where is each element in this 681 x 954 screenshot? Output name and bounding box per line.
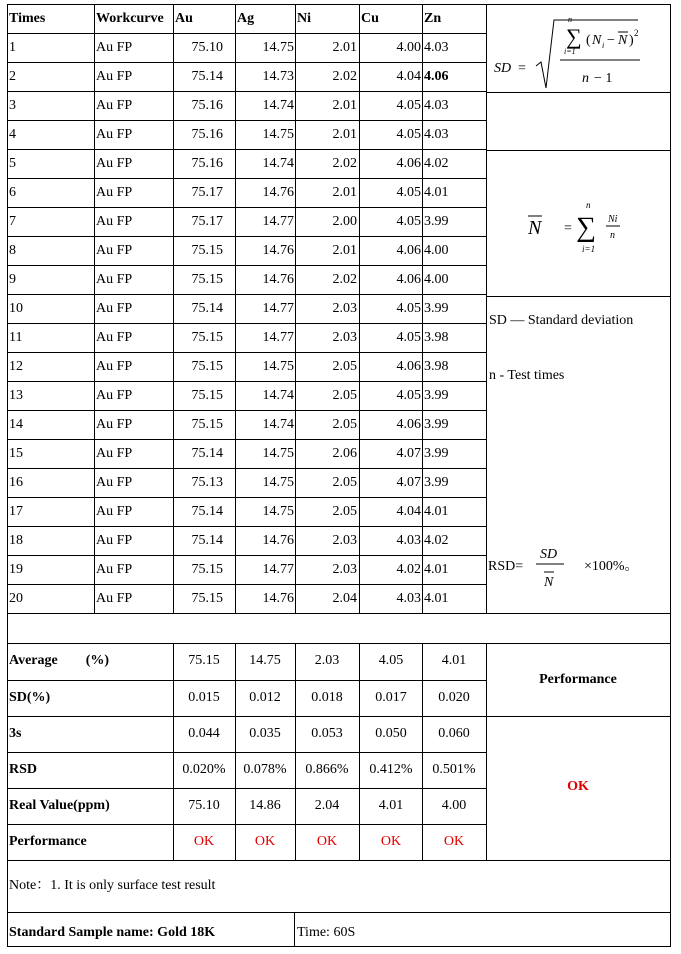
grid-line bbox=[7, 680, 487, 681]
row-zn: 4.02 bbox=[424, 533, 449, 548]
row-workcurve: Au FP bbox=[96, 562, 133, 577]
row-au: 75.14 bbox=[191, 446, 223, 461]
row-zn: 4.03 bbox=[424, 98, 449, 113]
svg-text:2: 2 bbox=[634, 28, 639, 38]
standard-sample-name: Standard Sample name: Gold 18K bbox=[9, 925, 216, 940]
row-times: 1 bbox=[9, 40, 16, 55]
row-times: 14 bbox=[9, 417, 23, 432]
row-au: 75.14 bbox=[191, 69, 223, 84]
row-workcurve: Au FP bbox=[96, 533, 133, 548]
svg-text:N: N bbox=[528, 217, 542, 239]
stat-label: 3s bbox=[9, 726, 22, 741]
row-ni: 2.03 bbox=[332, 330, 357, 345]
grid-line bbox=[486, 643, 487, 861]
grid-line bbox=[7, 178, 487, 179]
row-cu: 4.04 bbox=[396, 69, 421, 84]
row-au: 75.17 bbox=[191, 185, 223, 200]
row-ni: 2.05 bbox=[332, 504, 357, 519]
svg-text:Ni: Ni bbox=[608, 214, 618, 225]
row-ag: 14.75 bbox=[262, 504, 294, 519]
stat-value: 2.03 bbox=[314, 653, 340, 668]
svg-text:(: ( bbox=[586, 33, 591, 48]
row-cu: 4.06 bbox=[396, 417, 421, 432]
row-cu: 4.03 bbox=[396, 533, 421, 548]
svg-text:SD: SD bbox=[540, 547, 558, 562]
grid-line bbox=[173, 643, 174, 861]
row-au: 75.13 bbox=[191, 475, 223, 490]
column-header-times: Times bbox=[9, 11, 46, 26]
row-times: 13 bbox=[9, 388, 23, 403]
row-ag: 14.75 bbox=[262, 127, 294, 142]
row-ag: 14.76 bbox=[262, 185, 294, 200]
stat-value: 4.01 bbox=[441, 653, 467, 668]
stat-value: 0.060 bbox=[438, 726, 470, 741]
stat-value: 0.018 bbox=[311, 690, 343, 705]
row-workcurve: Au FP bbox=[96, 446, 133, 461]
grid-line bbox=[359, 4, 360, 614]
grid-line bbox=[7, 62, 487, 63]
row-ni: 2.02 bbox=[332, 272, 357, 287]
column-header-workcurve: Workcurve bbox=[96, 11, 164, 26]
row-times: 3 bbox=[9, 98, 16, 113]
grid-line bbox=[486, 4, 487, 614]
stat-value: 0.035 bbox=[249, 726, 281, 741]
grid-line bbox=[7, 91, 487, 92]
row-zn: 4.00 bbox=[424, 272, 449, 287]
svg-text:=: = bbox=[518, 61, 526, 76]
svg-text:): ) bbox=[629, 33, 634, 48]
row-zn: 3.98 bbox=[424, 330, 449, 345]
svg-text:−: − bbox=[607, 33, 615, 48]
stat-value: 0.053 bbox=[311, 726, 343, 741]
row-ni: 2.03 bbox=[332, 533, 357, 548]
stat-value: OK bbox=[443, 834, 465, 849]
row-au: 75.16 bbox=[191, 98, 223, 113]
row-ag: 14.74 bbox=[262, 417, 294, 432]
column-header-ag: Ag bbox=[237, 11, 255, 26]
row-ag: 14.77 bbox=[262, 301, 294, 316]
row-ag: 14.76 bbox=[262, 243, 294, 258]
grid-line bbox=[7, 643, 8, 861]
row-workcurve: Au FP bbox=[96, 98, 133, 113]
grid-line bbox=[173, 4, 174, 614]
row-workcurve: Au FP bbox=[96, 417, 133, 432]
row-zn: 4.03 bbox=[424, 127, 449, 142]
grid-line bbox=[422, 4, 423, 614]
row-times: 7 bbox=[9, 214, 16, 229]
grid-line bbox=[7, 824, 487, 825]
grid-line bbox=[235, 643, 236, 861]
svg-text:i: i bbox=[602, 41, 605, 50]
row-ni: 2.06 bbox=[332, 446, 357, 461]
grid-line bbox=[7, 4, 487, 5]
stat-value: 0.015 bbox=[188, 690, 220, 705]
grid-line bbox=[7, 236, 487, 237]
row-ni: 2.03 bbox=[332, 301, 357, 316]
row-ni: 2.00 bbox=[332, 214, 357, 229]
row-ag: 14.74 bbox=[262, 388, 294, 403]
grid-line bbox=[7, 643, 671, 644]
grid-line bbox=[7, 120, 487, 121]
row-ag: 14.75 bbox=[262, 40, 294, 55]
grid-line bbox=[295, 4, 296, 614]
row-times: 4 bbox=[9, 127, 16, 142]
stat-value: 4.00 bbox=[441, 798, 467, 813]
row-zn: 4.00 bbox=[424, 243, 449, 258]
stat-value: OK bbox=[254, 834, 276, 849]
row-cu: 4.07 bbox=[396, 475, 421, 490]
row-au: 75.17 bbox=[191, 214, 223, 229]
stat-value: 75.15 bbox=[188, 653, 220, 668]
row-zn: 4.01 bbox=[424, 504, 449, 519]
grid-line bbox=[486, 150, 671, 151]
row-cu: 4.03 bbox=[396, 591, 421, 606]
row-au: 75.14 bbox=[191, 301, 223, 316]
grid-line bbox=[7, 860, 671, 861]
row-au: 75.14 bbox=[191, 533, 223, 548]
grid-line bbox=[7, 716, 487, 717]
grid-line bbox=[7, 555, 487, 556]
row-cu: 4.06 bbox=[396, 156, 421, 171]
row-ni: 2.01 bbox=[332, 243, 357, 258]
row-cu: 4.00 bbox=[396, 40, 421, 55]
row-times: 5 bbox=[9, 156, 16, 171]
stat-value: OK bbox=[380, 834, 402, 849]
row-times: 10 bbox=[9, 301, 23, 316]
row-au: 75.15 bbox=[191, 243, 223, 258]
svg-text:i=1: i=1 bbox=[564, 47, 576, 56]
row-ag: 14.76 bbox=[262, 533, 294, 548]
row-ag: 14.75 bbox=[262, 446, 294, 461]
svg-text:SD: SD bbox=[494, 61, 512, 76]
row-ni: 2.01 bbox=[332, 127, 357, 142]
row-workcurve: Au FP bbox=[96, 69, 133, 84]
row-times: 8 bbox=[9, 243, 16, 258]
column-header-zn: Zn bbox=[424, 11, 442, 26]
stat-value: 0.017 bbox=[375, 690, 407, 705]
row-cu: 4.06 bbox=[396, 272, 421, 287]
stat-value: 14.75 bbox=[249, 653, 281, 668]
row-times: 12 bbox=[9, 359, 23, 374]
stat-value: 0.866% bbox=[305, 762, 349, 777]
stat-value: 0.501% bbox=[432, 762, 476, 777]
row-au: 75.15 bbox=[191, 562, 223, 577]
row-ag: 14.76 bbox=[262, 591, 294, 606]
row-zn: 3.99 bbox=[424, 388, 449, 403]
grid-line bbox=[7, 323, 487, 324]
stat-label: Real Value(ppm) bbox=[9, 798, 110, 813]
svg-text:n: n bbox=[586, 200, 591, 210]
row-ag: 14.74 bbox=[262, 156, 294, 171]
note-text: Note：1. It is only surface test result bbox=[9, 878, 216, 893]
performance-ok: OK bbox=[567, 779, 589, 794]
stat-value: 0.078% bbox=[243, 762, 287, 777]
column-header-au: Au bbox=[175, 11, 193, 26]
stat-value: OK bbox=[193, 834, 215, 849]
n-definition: n - Test times bbox=[489, 368, 565, 383]
row-ag: 14.75 bbox=[262, 475, 294, 490]
row-ag: 14.75 bbox=[262, 359, 294, 374]
row-workcurve: Au FP bbox=[96, 475, 133, 490]
grid-line bbox=[7, 584, 487, 585]
sd-formula bbox=[488, 6, 668, 92]
row-times: 18 bbox=[9, 533, 23, 548]
grid-line bbox=[486, 613, 671, 614]
grid-line bbox=[7, 439, 487, 440]
row-ni: 2.01 bbox=[332, 98, 357, 113]
row-times: 6 bbox=[9, 185, 16, 200]
svg-text:∑: ∑ bbox=[576, 212, 596, 243]
svg-text:RSD=: RSD= bbox=[488, 559, 524, 574]
row-zn: 4.06 bbox=[424, 69, 449, 84]
stat-value: OK bbox=[316, 834, 338, 849]
row-ni: 2.04 bbox=[332, 591, 357, 606]
row-cu: 4.06 bbox=[396, 359, 421, 374]
row-zn: 3.99 bbox=[424, 417, 449, 432]
svg-text:N: N bbox=[618, 33, 628, 48]
row-times: 2 bbox=[9, 69, 16, 84]
grid-line bbox=[7, 468, 487, 469]
row-zn: 4.01 bbox=[424, 562, 449, 577]
stat-value: 0.050 bbox=[375, 726, 407, 741]
grid-line bbox=[7, 294, 487, 295]
stat-value: 14.86 bbox=[249, 798, 281, 813]
row-cu: 4.05 bbox=[396, 214, 421, 229]
grid-line bbox=[7, 526, 487, 527]
row-times: 15 bbox=[9, 446, 23, 461]
stat-value: 4.05 bbox=[378, 653, 404, 668]
grid-line bbox=[486, 4, 671, 5]
row-au: 75.16 bbox=[191, 127, 223, 142]
row-au: 75.15 bbox=[191, 388, 223, 403]
row-ni: 2.05 bbox=[332, 388, 357, 403]
row-au: 75.14 bbox=[191, 504, 223, 519]
svg-text:∑: ∑ bbox=[566, 24, 582, 49]
row-zn: 3.99 bbox=[424, 301, 449, 316]
svg-text:×100%。: ×100%。 bbox=[584, 559, 639, 574]
column-header-ni: Ni bbox=[297, 11, 311, 26]
row-zn: 3.99 bbox=[424, 214, 449, 229]
row-workcurve: Au FP bbox=[96, 185, 133, 200]
row-ni: 2.01 bbox=[332, 40, 357, 55]
row-workcurve: Au FP bbox=[96, 301, 133, 316]
rsd-formula bbox=[488, 536, 668, 596]
grid-line bbox=[359, 643, 360, 861]
row-cu: 4.04 bbox=[396, 504, 421, 519]
stat-label: Average (%) bbox=[9, 653, 110, 668]
row-times: 19 bbox=[9, 562, 23, 577]
row-times: 11 bbox=[9, 330, 23, 345]
row-au: 75.15 bbox=[191, 591, 223, 606]
grid-line bbox=[7, 352, 487, 353]
row-zn: 3.98 bbox=[424, 359, 449, 374]
grid-line bbox=[7, 410, 487, 411]
row-workcurve: Au FP bbox=[96, 127, 133, 142]
row-workcurve: Au FP bbox=[96, 156, 133, 171]
row-cu: 4.05 bbox=[396, 185, 421, 200]
row-cu: 4.02 bbox=[396, 562, 421, 577]
stat-value: 0.044 bbox=[188, 726, 220, 741]
svg-text:N: N bbox=[544, 575, 554, 590]
grid-line bbox=[486, 716, 671, 717]
row-times: 17 bbox=[9, 504, 23, 519]
row-cu: 4.06 bbox=[396, 243, 421, 258]
svg-text:n: n bbox=[568, 15, 572, 24]
row-ag: 14.73 bbox=[262, 69, 294, 84]
row-ni: 2.05 bbox=[332, 475, 357, 490]
row-ni: 2.05 bbox=[332, 417, 357, 432]
row-cu: 4.07 bbox=[396, 446, 421, 461]
grid-line bbox=[7, 788, 487, 789]
row-zn: 4.01 bbox=[424, 591, 449, 606]
grid-line bbox=[7, 207, 487, 208]
row-au: 75.10 bbox=[191, 40, 223, 55]
grid-line bbox=[7, 149, 487, 150]
row-cu: 4.05 bbox=[396, 388, 421, 403]
row-ag: 14.74 bbox=[262, 98, 294, 113]
svg-text:n: n bbox=[610, 230, 615, 241]
stat-value: 4.01 bbox=[378, 798, 404, 813]
row-ag: 14.77 bbox=[262, 214, 294, 229]
performance-title: Performance bbox=[539, 672, 617, 687]
row-cu: 4.05 bbox=[396, 301, 421, 316]
row-au: 75.15 bbox=[191, 359, 223, 374]
row-zn: 4.02 bbox=[424, 156, 449, 171]
mean-formula bbox=[488, 152, 668, 292]
row-ni: 2.01 bbox=[332, 185, 357, 200]
test-time: Time: 60S bbox=[297, 925, 356, 940]
stat-label: RSD bbox=[9, 762, 38, 777]
grid-line bbox=[7, 946, 671, 947]
sd-definition: SD — Standard deviation bbox=[489, 313, 634, 328]
stat-value: 0.412% bbox=[369, 762, 413, 777]
row-cu: 4.05 bbox=[396, 127, 421, 142]
svg-text:− 1: − 1 bbox=[594, 71, 613, 86]
row-ni: 2.03 bbox=[332, 562, 357, 577]
grid-line bbox=[7, 381, 487, 382]
stat-label: Performance bbox=[9, 834, 87, 849]
row-ni: 2.02 bbox=[332, 156, 357, 171]
row-cu: 4.05 bbox=[396, 330, 421, 345]
svg-text:n: n bbox=[582, 71, 589, 86]
row-ag: 14.77 bbox=[262, 330, 294, 345]
row-workcurve: Au FP bbox=[96, 214, 133, 229]
row-workcurve: Au FP bbox=[96, 388, 133, 403]
grid-line bbox=[295, 643, 296, 861]
svg-text:=: = bbox=[564, 221, 572, 236]
row-zn: 4.03 bbox=[424, 40, 449, 55]
grid-line bbox=[94, 4, 95, 614]
row-times: 20 bbox=[9, 591, 23, 606]
stat-value: 2.04 bbox=[314, 798, 340, 813]
row-workcurve: Au FP bbox=[96, 243, 133, 258]
row-workcurve: Au FP bbox=[96, 591, 133, 606]
row-workcurve: Au FP bbox=[96, 504, 133, 519]
row-ni: 2.05 bbox=[332, 359, 357, 374]
row-workcurve: Au FP bbox=[96, 40, 133, 55]
row-au: 75.16 bbox=[191, 156, 223, 171]
stat-value: 0.020% bbox=[182, 762, 226, 777]
row-au: 75.15 bbox=[191, 417, 223, 432]
row-times: 16 bbox=[9, 475, 23, 490]
grid-line bbox=[7, 752, 487, 753]
grid-line bbox=[294, 912, 295, 947]
row-workcurve: Au FP bbox=[96, 272, 133, 287]
row-workcurve: Au FP bbox=[96, 359, 133, 374]
grid-line bbox=[235, 4, 236, 614]
row-au: 75.15 bbox=[191, 272, 223, 287]
row-zn: 4.01 bbox=[424, 185, 449, 200]
grid-line bbox=[486, 296, 671, 297]
row-workcurve: Au FP bbox=[96, 330, 133, 345]
grid-line bbox=[7, 33, 487, 34]
row-zn: 3.99 bbox=[424, 446, 449, 461]
row-zn: 3.99 bbox=[424, 475, 449, 490]
row-cu: 4.05 bbox=[396, 98, 421, 113]
grid-line bbox=[422, 643, 423, 861]
grid-line bbox=[7, 912, 671, 913]
grid-line bbox=[7, 265, 487, 266]
grid-line bbox=[7, 497, 487, 498]
row-times: 9 bbox=[9, 272, 16, 287]
row-ni: 2.02 bbox=[332, 69, 357, 84]
grid-line bbox=[486, 92, 671, 93]
column-header-cu: Cu bbox=[361, 11, 379, 26]
stat-value: 0.012 bbox=[249, 690, 281, 705]
svg-text:N: N bbox=[592, 33, 602, 48]
stat-label: SD(%) bbox=[9, 690, 51, 705]
grid-line bbox=[7, 613, 487, 614]
grid-line bbox=[670, 4, 671, 947]
row-ag: 14.77 bbox=[262, 562, 294, 577]
row-ag: 14.76 bbox=[262, 272, 294, 287]
stat-value: 75.10 bbox=[188, 798, 220, 813]
stat-value: 0.020 bbox=[438, 690, 470, 705]
row-au: 75.15 bbox=[191, 330, 223, 345]
svg-text:i=1: i=1 bbox=[582, 244, 596, 254]
